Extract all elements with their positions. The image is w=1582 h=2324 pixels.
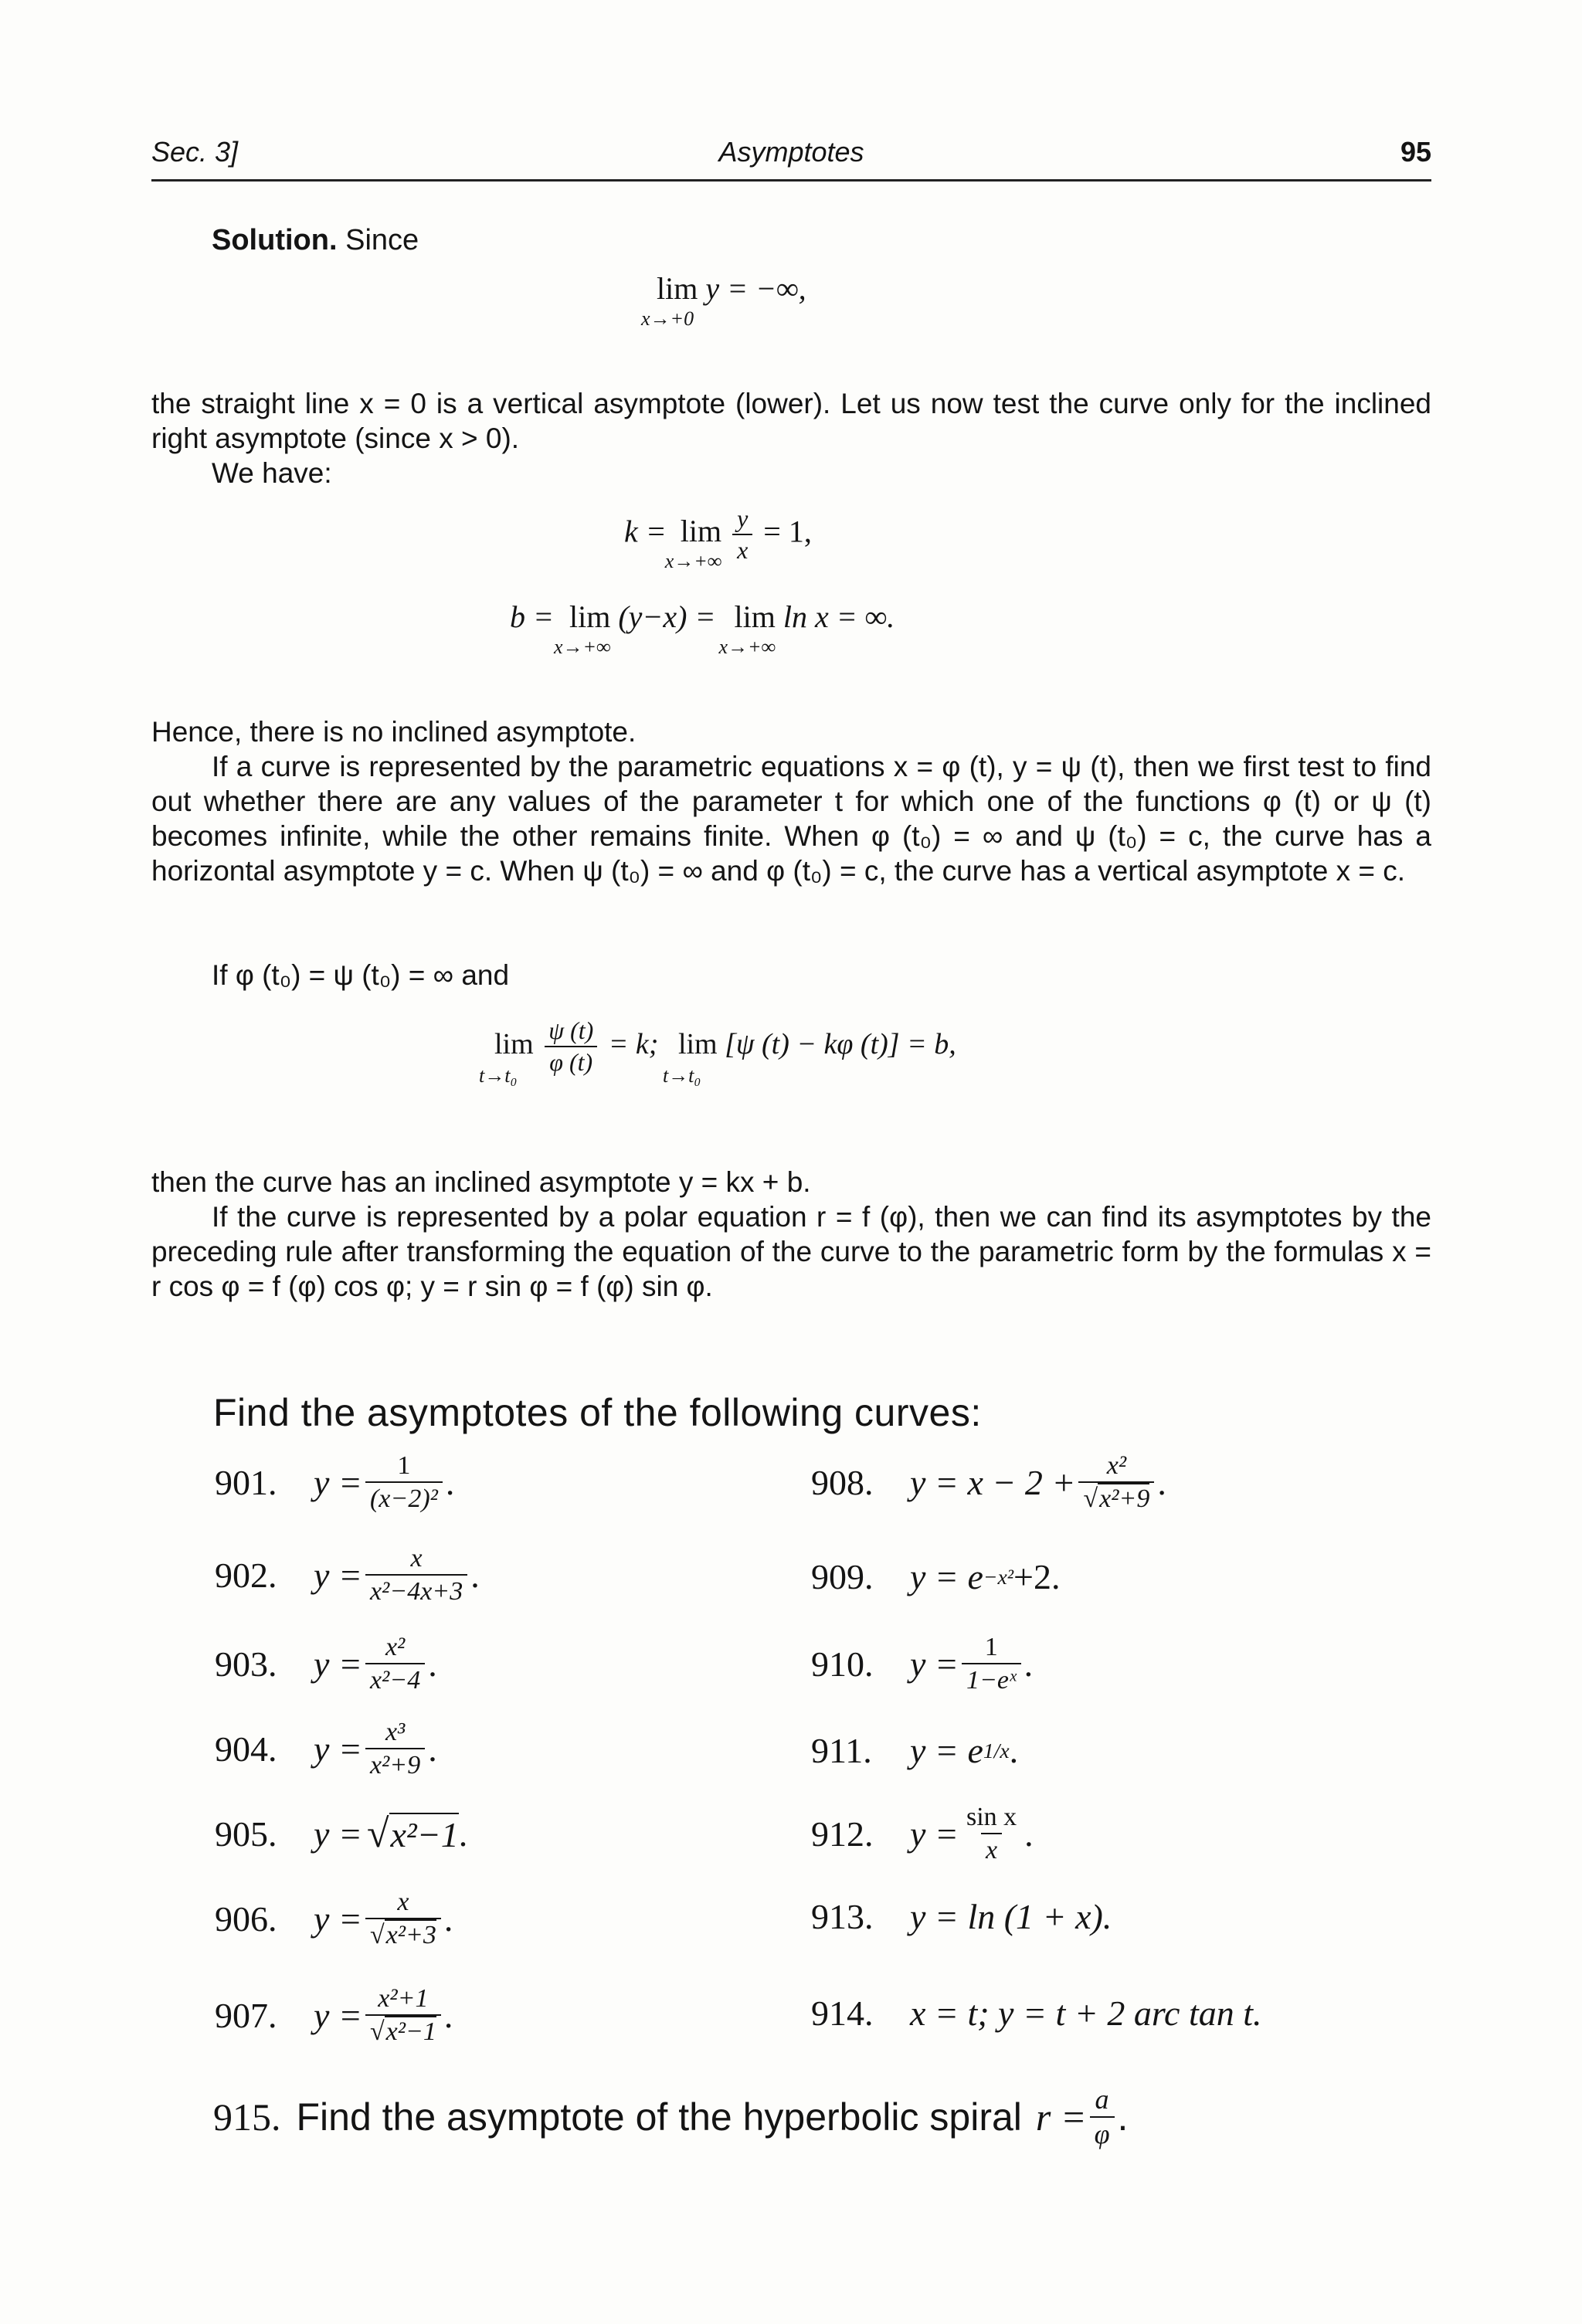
paragraph-we-have: We have: bbox=[212, 457, 332, 489]
exercise-number: 912. bbox=[811, 1813, 874, 1854]
exercise-fraction bbox=[365, 1718, 425, 1779]
lim-text: lim bbox=[569, 599, 611, 634]
fraction-denominator: (x−2)² bbox=[365, 1481, 443, 1513]
limit-body: (y−x) = bbox=[618, 599, 716, 634]
exercise-tail: . bbox=[1024, 1813, 1034, 1854]
exercise-expression: y = e bbox=[910, 1557, 983, 1596]
limit-operator bbox=[664, 513, 722, 573]
exercise-915 bbox=[213, 2085, 1128, 2149]
radicand: x²−1 bbox=[385, 2017, 436, 2046]
exercise-906 bbox=[215, 1888, 453, 1949]
limit-body: y = −∞, bbox=[705, 271, 806, 306]
exercise-907 bbox=[215, 1985, 453, 2045]
exercise-expression: y = e bbox=[910, 1731, 983, 1770]
exercise-lhs: y = bbox=[910, 1644, 959, 1684]
fraction-numerator: x bbox=[397, 1888, 409, 1916]
fraction-denominator: 1−eˣ bbox=[962, 1663, 1021, 1695]
exercise-fraction bbox=[365, 1888, 441, 1949]
exercise-text: Find the asymptote of the hyperbolic spiral bbox=[296, 2095, 1022, 2139]
limit-body: ln x = ∞. bbox=[783, 599, 895, 634]
exercise-tail: . bbox=[445, 1462, 455, 1502]
exercise-number: 901. bbox=[215, 1462, 277, 1502]
lim-text: lim bbox=[734, 599, 776, 634]
limit-operator bbox=[718, 599, 776, 658]
limit-body: [ψ (t) − kφ (t)] = b, bbox=[725, 1027, 956, 1060]
exercise-fraction bbox=[1078, 1452, 1154, 1512]
exercise-lhs: y = bbox=[314, 1814, 362, 1854]
page-number: 95 bbox=[1400, 136, 1431, 168]
fraction-denominator: x bbox=[981, 1833, 1002, 1864]
exercise-914 bbox=[811, 1993, 1262, 2034]
exercise-tail: . bbox=[1009, 1731, 1019, 1770]
fraction-psi-over-phi bbox=[544, 1018, 598, 1075]
exercise-fraction bbox=[365, 1452, 443, 1512]
radicand: x²−1 bbox=[389, 1813, 459, 1855]
exercise-number: 906. bbox=[215, 1898, 277, 1939]
exercises-heading: Find the asymptotes of the following curves: bbox=[213, 1391, 982, 1434]
header-rule bbox=[151, 179, 1431, 182]
exercise-number: 914. bbox=[811, 1993, 874, 2033]
exercise-number: 909. bbox=[811, 1557, 874, 1596]
lim-text: lim bbox=[494, 1027, 534, 1060]
equation-parametric-limits bbox=[479, 1016, 956, 1087]
exercise-fraction bbox=[365, 1545, 467, 1605]
fraction-numerator: y bbox=[737, 504, 749, 532]
lim-subscript: x→+0 bbox=[641, 307, 694, 330]
limit-operator bbox=[662, 1027, 718, 1087]
lim-subscript: x→+∞ bbox=[718, 636, 776, 658]
exercise-tail: . bbox=[443, 1995, 453, 2035]
equation-limit-y bbox=[641, 270, 806, 330]
fraction-denominator: x²−4 bbox=[365, 1663, 425, 1695]
fraction-numerator: x² bbox=[1106, 1451, 1127, 1480]
exercise-number: 915. bbox=[213, 2095, 281, 2139]
fraction-numerator: x² bbox=[385, 1633, 406, 1661]
exercise-908 bbox=[811, 1452, 1166, 1512]
exercise-lhs: y = bbox=[314, 1644, 362, 1684]
exercise-fraction bbox=[962, 1634, 1021, 1694]
lim-subscript: t→t₀ bbox=[479, 1064, 518, 1087]
lim-subscript: t→t₀ bbox=[662, 1064, 701, 1087]
fraction-numerator: ψ (t) bbox=[548, 1016, 594, 1044]
exercise-fraction bbox=[365, 1634, 425, 1694]
exponent: 1/x bbox=[983, 1738, 1010, 1763]
exercise-904 bbox=[215, 1718, 437, 1779]
exercise-lhs: r = bbox=[1035, 2095, 1087, 2139]
fraction-denominator: x²−4x+3 bbox=[365, 1574, 467, 1606]
exercise-tail: . bbox=[470, 1555, 480, 1595]
exercise-number: 904. bbox=[215, 1729, 277, 1769]
exercise-909 bbox=[811, 1556, 1060, 1597]
exponent: −x² bbox=[983, 1564, 1014, 1589]
running-head bbox=[151, 130, 1431, 175]
exercise-tail: . bbox=[428, 1729, 437, 1769]
fraction-numerator: 1 bbox=[984, 1633, 998, 1661]
fraction-denominator: φ bbox=[1090, 2116, 1115, 2149]
exercise-number: 913. bbox=[811, 1897, 874, 1936]
exercise-tail: . bbox=[428, 1644, 437, 1684]
radical-sign: √ bbox=[369, 1920, 385, 1949]
section-label: Sec. 3] bbox=[151, 136, 239, 168]
exercise-fraction bbox=[365, 1985, 441, 2045]
fraction-denominator bbox=[365, 1918, 441, 1949]
radical-sign: √ bbox=[369, 2017, 385, 2046]
exercise-lhs: y = bbox=[314, 1555, 362, 1595]
fraction-numerator: a bbox=[1095, 2084, 1109, 2115]
fraction-numerator: x bbox=[410, 1544, 423, 1573]
equation-intercept-b bbox=[510, 599, 895, 658]
fraction-denominator: x²+9 bbox=[365, 1748, 425, 1779]
exercise-lhs: y = bbox=[314, 1462, 362, 1502]
fraction-denominator bbox=[365, 2014, 441, 2046]
fraction-y-over-x bbox=[732, 506, 752, 563]
exercise-number: 910. bbox=[811, 1644, 874, 1684]
radical-sign: √ bbox=[366, 1812, 389, 1856]
exercise-number: 903. bbox=[215, 1644, 277, 1684]
paragraph-inclined-asymptote: then the curve has an inclined asymptote y = kx + b. bbox=[151, 1166, 811, 1198]
exercise-number: 908. bbox=[811, 1462, 874, 1502]
exercise-expression: x = t; y = t + 2 arc tan t. bbox=[910, 1993, 1262, 2033]
exercise-tail: +2. bbox=[1013, 1557, 1061, 1596]
exercise-913 bbox=[811, 1896, 1112, 1937]
exercise-902 bbox=[215, 1545, 480, 1605]
exercise-number: 911. bbox=[811, 1731, 872, 1770]
k-rhs: = 1, bbox=[763, 514, 812, 549]
exercise-tail: . bbox=[443, 1898, 453, 1939]
solution-label: Solution. bbox=[212, 224, 338, 256]
exercise-911 bbox=[811, 1730, 1018, 1771]
k-lhs: k = bbox=[624, 514, 667, 549]
equals-k: = k; bbox=[608, 1027, 659, 1060]
page-header-title: Asymptotes bbox=[718, 136, 864, 168]
solution-heading bbox=[212, 224, 419, 257]
lim-text: lim bbox=[677, 1027, 718, 1060]
limit-operator bbox=[554, 599, 611, 658]
exercise-tail: . bbox=[458, 1814, 468, 1854]
exercise-lhs: y = bbox=[910, 1813, 959, 1854]
lim-text: lim bbox=[680, 514, 722, 549]
exercise-lhs: y = bbox=[314, 1729, 362, 1769]
exercise-912 bbox=[811, 1803, 1034, 1864]
b-lhs: b = bbox=[510, 599, 554, 634]
equation-slope-k bbox=[624, 504, 812, 573]
lim-text: lim bbox=[657, 271, 698, 306]
fraction-numerator: 1 bbox=[397, 1451, 411, 1480]
fraction-numerator: sin x bbox=[966, 1803, 1017, 1831]
exercise-tail: . bbox=[1117, 2095, 1129, 2139]
exercise-expression: y = ln (1 + x). bbox=[910, 1897, 1112, 1936]
exercise-905 bbox=[215, 1811, 467, 1857]
radicand: x²+3 bbox=[385, 1920, 436, 1949]
exercise-901 bbox=[215, 1452, 454, 1512]
lim-subscript: x→+∞ bbox=[554, 636, 611, 658]
radical-sign: √ bbox=[1083, 1484, 1098, 1513]
exercise-903 bbox=[215, 1634, 437, 1694]
radicand: x²+9 bbox=[1099, 1484, 1150, 1513]
exercise-lhs: y = bbox=[314, 1995, 362, 2035]
exercise-number: 902. bbox=[215, 1555, 277, 1595]
fraction-denominator: φ (t) bbox=[545, 1046, 597, 1076]
fraction-numerator: x³ bbox=[385, 1718, 406, 1746]
exercise-fraction bbox=[1090, 2085, 1115, 2149]
solution-since: Since bbox=[345, 224, 419, 256]
exercise-number: 905. bbox=[215, 1814, 277, 1854]
exercise-lhs: y = x − 2 + bbox=[910, 1462, 1076, 1502]
lim-subscript: x→+∞ bbox=[664, 550, 722, 573]
fraction-denominator bbox=[1078, 1481, 1154, 1513]
paragraph-polar: If the curve is represented by a polar equation r = f (φ), then we can find its asymptotes by the preceding rule after transforming the equation of the curve to the parametric form by the formulas x = r cos φ = f (φ) cos φ; y = r sin φ = f (φ) sin φ. bbox=[151, 1201, 1431, 1302]
exercise-fraction bbox=[962, 1803, 1021, 1864]
fraction-denominator: x bbox=[732, 534, 752, 564]
paragraph-vertical-asymptote: the straight line x = 0 is a vertical asymptote (lower). Let us now test the curve only for the inclined right asymptote (since x > 0). bbox=[151, 388, 1431, 454]
exercise-tail: . bbox=[1024, 1644, 1034, 1684]
limit-operator bbox=[641, 270, 698, 330]
exercise-number: 907. bbox=[215, 1995, 277, 2035]
paragraph-no-inclined: Hence, there is no inclined asymptote. bbox=[151, 716, 637, 748]
exercise-tail: . bbox=[1157, 1462, 1166, 1502]
exercise-lhs: y = bbox=[314, 1898, 362, 1939]
fraction-numerator: x²+1 bbox=[378, 1984, 429, 2013]
limit-operator bbox=[479, 1027, 534, 1087]
paragraph-parametric: If a curve is represented by the parametric equations x = φ (t), y = ψ (t), then we first test to find out whether there are any values of the parameter t for which one of the functions φ (t) or ψ (t) becomes infinite, while the other remains finite. When φ (t₀) = ∞ and ψ (t₀) = c, the curve has a horizontal asymptote y = c. When ψ (t₀) = ∞ and φ (t₀) = c, the curve has a vertical asymptote x = c. bbox=[151, 751, 1431, 887]
exercise-910 bbox=[811, 1634, 1033, 1694]
paragraph-both-infinite: If φ (t₀) = ψ (t₀) = ∞ and bbox=[212, 959, 510, 991]
